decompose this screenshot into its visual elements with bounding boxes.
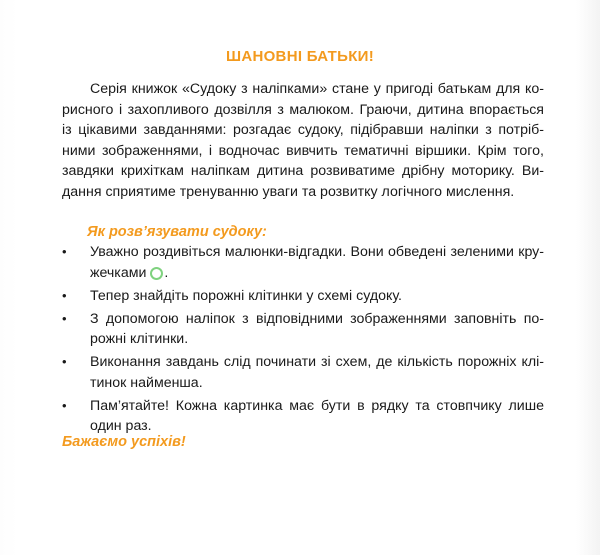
list-item — [62, 286, 544, 307]
step-line: тинок найменша. — [90, 374, 203, 391]
bullet-icon: • — [62, 354, 67, 369]
list-item — [62, 242, 544, 283]
intro-line: дання сприятиме тренуванню уваги та розвитку логічного мислення. — [62, 183, 515, 200]
step-tail: . — [164, 264, 169, 281]
closing-text: Бажаємо успіхів! — [62, 434, 186, 450]
intro-line: Серія книжок «Судоку з наліпками» стане у пригоді батькам для ко- — [90, 81, 544, 97]
step-line-last — [90, 263, 544, 284]
intro-line: ними зображеннями, і водночас вивчить тематичні віршики. Крім того, — [62, 142, 544, 159]
step-line: один раз. — [90, 418, 152, 434]
bullet-icon: • — [62, 287, 67, 303]
list-item — [62, 309, 544, 350]
how-to-heading: Як розв’язувати судоку: — [87, 224, 267, 240]
step-line: З допомогою наліпок з відповідними зображеннями заповніть по- — [90, 310, 544, 327]
intro-line: завдяки крихіткам наліпкам дитина розвиватиме дрібну моторику. Ви- — [62, 163, 544, 179]
green-circle-icon — [150, 267, 163, 280]
intro-line: із цікавими завданнями: розгадає судоку, підібравши наліпки з потріб- — [62, 122, 544, 138]
intro-line: рисного і захопливого дозвілля з малюком. Граючи, дитина впорається — [62, 101, 544, 118]
step-line: Виконання завдань слід починати зі схем, де кількість порожніх клі- — [90, 354, 544, 370]
step-line: рожні клітинки. — [90, 331, 189, 347]
step-line: Тепер знайдіть порожні клітинки у схемі судоку. — [90, 287, 402, 304]
page-title: ШАНОВНІ БАТЬКИ! — [225, 48, 375, 65]
list-item — [62, 396, 544, 437]
bullet-icon: • — [62, 310, 67, 326]
step-text: жечками — [90, 264, 147, 281]
intro-paragraph — [62, 79, 544, 202]
bullet-icon: • — [62, 244, 67, 259]
step-line: Уважно роздивіться малюнки-відгадки. Вони обведені зеленими кру- — [90, 244, 544, 260]
list-item — [62, 352, 544, 393]
bullet-icon: • — [62, 397, 67, 413]
step-line: Пам’ятайте! Кожна картинка має бути в рядку та стовпчику лише — [90, 397, 544, 414]
steps-list — [62, 242, 544, 439]
